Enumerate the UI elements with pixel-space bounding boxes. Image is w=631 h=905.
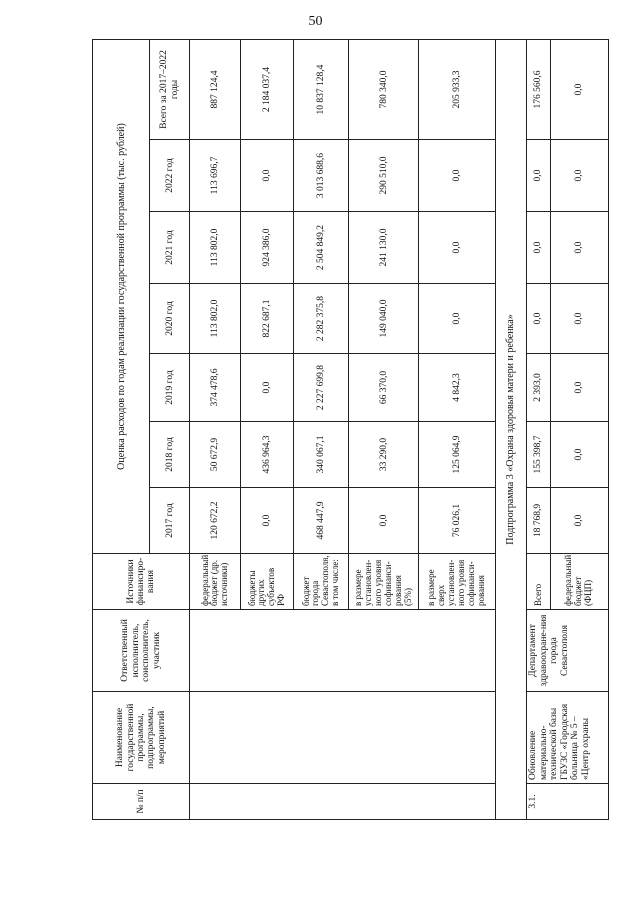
cell-value: 340 067,1 — [294, 422, 349, 488]
cell-value: 780 340,0 — [349, 39, 419, 139]
cell-value: 2 393,0 — [527, 354, 550, 422]
header-source: Источники финансиро-вания — [93, 554, 190, 610]
cell-name-empty — [190, 692, 495, 784]
cell-value: 33 290,0 — [349, 422, 419, 488]
cell-value: 2 227 699,8 — [294, 354, 349, 422]
cell-source: бюджеты других субъектов РФ — [241, 554, 294, 610]
header-year-2017: 2017 год — [150, 488, 190, 554]
cell-source: Всего — [527, 554, 550, 610]
cell-value: 66 370,0 — [349, 354, 419, 422]
cell-value: 822 687,1 — [241, 284, 294, 354]
subprogram-row — [495, 39, 527, 819]
cell-value: 241 130,0 — [349, 212, 419, 284]
item-executor: Департамент здравоохране-ния города Севастополя — [527, 610, 609, 692]
cell-value: 155 398,7 — [527, 422, 550, 488]
cell-value: 0,0 — [550, 212, 608, 284]
cell-value: 0,0 — [550, 39, 608, 139]
cell-value: 125 064,9 — [419, 422, 495, 488]
cell-value: 4 842,3 — [419, 354, 495, 422]
cell-value: 3 013 688,6 — [294, 140, 349, 212]
item-number: 3.1. — [527, 784, 609, 820]
cell-value: 113 696,7 — [190, 140, 241, 212]
cell-value: 120 672,2 — [190, 488, 241, 554]
cell-value: 0,0 — [241, 140, 294, 212]
cell-value: 0,0 — [527, 212, 550, 284]
table-row — [190, 39, 241, 819]
cell-source: федеральный бюджет (ФЦП) — [550, 554, 608, 610]
cell-value: 2 282 375,8 — [294, 284, 349, 354]
header-name: Наименование государственной программы, подпрограммы, мероприятий — [93, 692, 190, 784]
header-year-2019: 2019 год — [150, 354, 190, 422]
cell-value: 149 040,0 — [349, 284, 419, 354]
cell-value: 0,0 — [550, 284, 608, 354]
cell-value: 0,0 — [419, 284, 495, 354]
item-name: Обновление материально-технической базы ГБУЗС «Городская больница № 5 – «Центр охраны — [527, 692, 609, 784]
cell-value: 468 447,9 — [294, 488, 349, 554]
header-year-2020: 2020 год — [150, 284, 190, 354]
cell-value: 18 768,9 — [527, 488, 550, 554]
cell-value: 10 837 128,4 — [294, 39, 349, 139]
page-number: 50 — [308, 14, 323, 29]
subprogram-title: Подпрограмма 3 «Охрана здоровья матери и ребенка» — [495, 39, 527, 819]
cell-value: 0,0 — [349, 488, 419, 554]
cell-value: 0,0 — [550, 354, 608, 422]
cell-value: 113 802,0 — [190, 212, 241, 284]
cell-value: 2 184 037,4 — [241, 39, 294, 139]
header-no: № п/п — [93, 784, 190, 820]
cell-source: в размере сверх установлен-ного уровня софинанси-рования — [419, 554, 495, 610]
cell-value: 76 026,1 — [419, 488, 495, 554]
header-year-2018: 2018 год — [150, 422, 190, 488]
cell-value: 924 386,0 — [241, 212, 294, 284]
cell-value: 0,0 — [241, 354, 294, 422]
cell-value: 0,0 — [527, 140, 550, 212]
cell-value: 0,0 — [550, 488, 608, 554]
header-total: Всего за 2017–2022 годы — [150, 39, 190, 139]
header-year-2021: 2021 год — [150, 212, 190, 284]
cell-value: 290 510,0 — [349, 140, 419, 212]
cell-value: 0,0 — [527, 284, 550, 354]
cell-value: 0,0 — [550, 422, 608, 488]
cell-source: бюджет города Севастополя, в том числе: — [294, 554, 349, 610]
cell-value: 113 802,0 — [190, 284, 241, 354]
cell-value: 0,0 — [419, 212, 495, 284]
cell-value: 50 672,9 — [190, 422, 241, 488]
cell-value: 887 124,4 — [190, 39, 241, 139]
cell-value: 374 478,6 — [190, 354, 241, 422]
cell-value: 2 504 849,2 — [294, 212, 349, 284]
cell-value: 0,0 — [419, 140, 495, 212]
header-year-2022: 2022 год — [150, 140, 190, 212]
budget-table — [92, 39, 609, 820]
header-estimate: Оценка расходов по годам реализации государственной программы (тыс. рублей) — [93, 39, 150, 553]
cell-value: 436 964,3 — [241, 422, 294, 488]
header-executor: Ответственный исполнитель, соисполнитель, участник — [93, 610, 190, 692]
table-row — [527, 39, 550, 819]
cell-executor-empty — [190, 610, 495, 692]
cell-value: 0,0 — [550, 140, 608, 212]
rotated-table-container — [92, 40, 609, 820]
cell-value: 205 933,3 — [419, 39, 495, 139]
cell-source: федеральный бюджет (др. источники) — [190, 554, 241, 610]
cell-source: в размере установлен-ного уровня софинанси-рования (5%) — [349, 554, 419, 610]
cell-no-empty — [190, 784, 495, 820]
cell-value: 0,0 — [241, 488, 294, 554]
cell-value: 176 560,6 — [527, 39, 550, 139]
